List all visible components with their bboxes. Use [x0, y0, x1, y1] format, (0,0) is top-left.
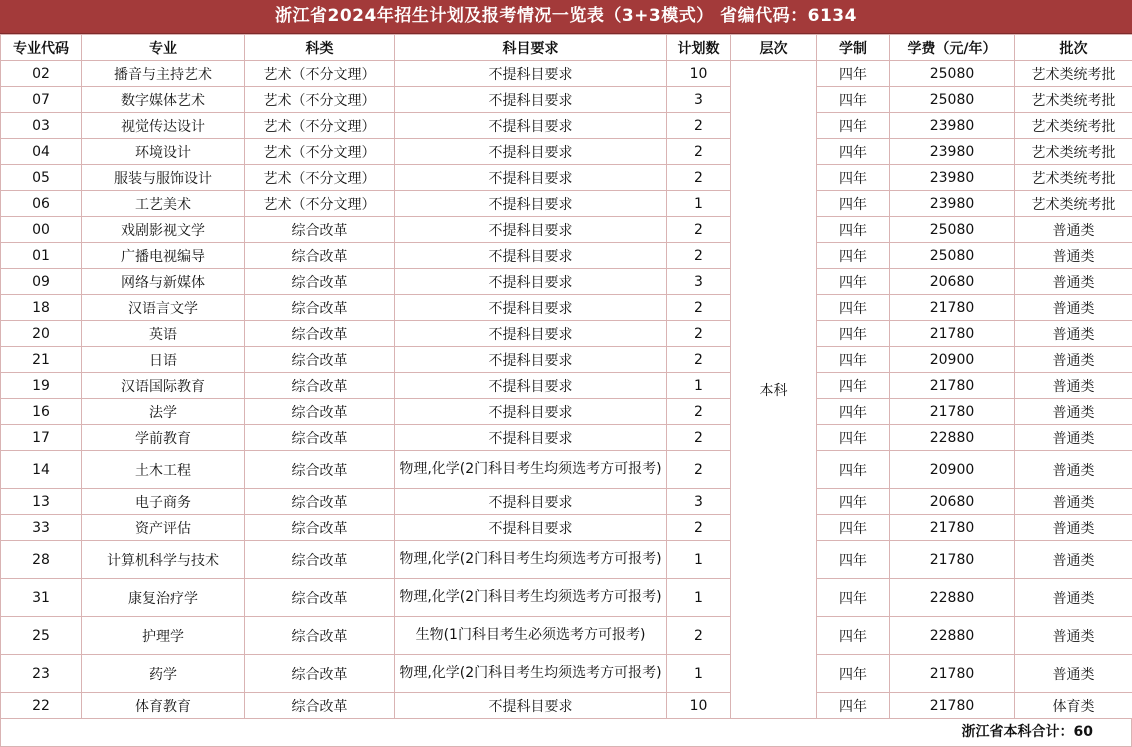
cell-major: 护理学	[82, 617, 245, 655]
cell-code: 22	[1, 693, 82, 719]
table-row	[1, 425, 1132, 451]
cell-years: 四年	[817, 617, 890, 655]
table-row	[1, 113, 1132, 139]
cell-plan: 2	[667, 321, 731, 347]
cell-major: 广播电视编导	[82, 243, 245, 269]
cell-major: 资产评估	[82, 515, 245, 541]
cell-major: 网络与新媒体	[82, 269, 245, 295]
cell-years: 四年	[817, 515, 890, 541]
cell-fee: 21780	[890, 399, 1015, 425]
cell-plan: 2	[667, 399, 731, 425]
cell-years: 四年	[817, 399, 890, 425]
cell-requirement: 不提科目要求	[395, 269, 667, 295]
cell-category: 综合改革	[245, 347, 395, 373]
cell-category: 艺术（不分文理）	[245, 165, 395, 191]
cell-plan: 2	[667, 295, 731, 321]
cell-major: 戏剧影视文学	[82, 217, 245, 243]
cell-fee: 23980	[890, 165, 1015, 191]
cell-plan: 2	[667, 243, 731, 269]
cell-category: 综合改革	[245, 541, 395, 579]
cell-plan: 2	[667, 217, 731, 243]
cell-category: 综合改革	[245, 515, 395, 541]
header-category: 科类	[245, 35, 395, 61]
cell-years: 四年	[817, 541, 890, 579]
cell-batch: 普通类	[1015, 347, 1132, 373]
table-row	[1, 451, 1132, 489]
cell-category: 艺术（不分文理）	[245, 191, 395, 217]
table-row	[1, 617, 1132, 655]
cell-plan: 2	[667, 165, 731, 191]
cell-requirement: 不提科目要求	[395, 61, 667, 87]
cell-code: 00	[1, 217, 82, 243]
table-row	[1, 165, 1132, 191]
cell-fee: 25080	[890, 61, 1015, 87]
cell-plan: 2	[667, 113, 731, 139]
cell-batch: 艺术类统考批	[1015, 191, 1132, 217]
cell-batch: 普通类	[1015, 269, 1132, 295]
table-row	[1, 489, 1132, 515]
cell-batch: 普通类	[1015, 425, 1132, 451]
cell-batch: 艺术类统考批	[1015, 113, 1132, 139]
total-count: 浙江省本科合计：60	[0, 719, 1132, 747]
cell-major: 电子商务	[82, 489, 245, 515]
cell-requirement: 不提科目要求	[395, 347, 667, 373]
cell-plan: 1	[667, 191, 731, 217]
cell-requirement: 不提科目要求	[395, 191, 667, 217]
cell-fee: 20900	[890, 347, 1015, 373]
cell-requirement: 不提科目要求	[395, 139, 667, 165]
cell-batch: 普通类	[1015, 541, 1132, 579]
table-row	[1, 139, 1132, 165]
cell-category: 艺术（不分文理）	[245, 139, 395, 165]
table-row	[1, 295, 1132, 321]
cell-plan: 10	[667, 61, 731, 87]
cell-fee: 25080	[890, 217, 1015, 243]
cell-requirement: 不提科目要求	[395, 295, 667, 321]
cell-requirement	[395, 451, 667, 489]
table-row	[1, 347, 1132, 373]
requirement-text: 物理,化学(2门科目考生均须选考方可报考)	[395, 665, 666, 682]
cell-code: 13	[1, 489, 82, 515]
cell-fee: 22880	[890, 425, 1015, 451]
cell-fee: 20680	[890, 489, 1015, 515]
cell-requirement: 不提科目要求	[395, 165, 667, 191]
cell-code: 20	[1, 321, 82, 347]
cell-category: 艺术（不分文理）	[245, 61, 395, 87]
header-code: 专业代码	[1, 35, 82, 61]
cell-category: 艺术（不分文理）	[245, 113, 395, 139]
cell-batch: 普通类	[1015, 295, 1132, 321]
cell-batch: 普通类	[1015, 243, 1132, 269]
table-row	[1, 373, 1132, 399]
cell-plan: 3	[667, 269, 731, 295]
table-row	[1, 217, 1132, 243]
cell-plan: 2	[667, 515, 731, 541]
cell-major: 服装与服饰设计	[82, 165, 245, 191]
cell-fee: 21780	[890, 655, 1015, 693]
cell-years: 四年	[817, 451, 890, 489]
cell-code: 28	[1, 541, 82, 579]
requirement-text: 物理,化学(2门科目考生均须选考方可报考)	[395, 461, 666, 478]
requirement-text: 物理,化学(2门科目考生均须选考方可报考)	[395, 551, 666, 568]
cell-major: 英语	[82, 321, 245, 347]
table-row	[1, 655, 1132, 693]
cell-fee: 21780	[890, 693, 1015, 719]
cell-plan: 1	[667, 655, 731, 693]
cell-major: 药学	[82, 655, 245, 693]
cell-fee: 21780	[890, 541, 1015, 579]
cell-requirement: 不提科目要求	[395, 515, 667, 541]
cell-code: 31	[1, 579, 82, 617]
cell-category: 综合改革	[245, 269, 395, 295]
table-row	[1, 579, 1132, 617]
table-row	[1, 243, 1132, 269]
cell-category: 综合改革	[245, 399, 395, 425]
cell-requirement: 不提科目要求	[395, 399, 667, 425]
table-row	[1, 269, 1132, 295]
cell-code: 21	[1, 347, 82, 373]
cell-plan: 1	[667, 373, 731, 399]
cell-major: 康复治疗学	[82, 579, 245, 617]
cell-plan: 2	[667, 451, 731, 489]
cell-code: 09	[1, 269, 82, 295]
cell-fee: 23980	[890, 191, 1015, 217]
cell-code: 07	[1, 87, 82, 113]
cell-requirement: 不提科目要求	[395, 87, 667, 113]
cell-fee: 21780	[890, 373, 1015, 399]
cell-fee: 20680	[890, 269, 1015, 295]
header-years: 学制	[817, 35, 890, 61]
cell-years: 四年	[817, 425, 890, 451]
cell-major: 数字媒体艺术	[82, 87, 245, 113]
cell-plan: 2	[667, 425, 731, 451]
cell-years: 四年	[817, 295, 890, 321]
cell-fee: 21780	[890, 295, 1015, 321]
cell-years: 四年	[817, 243, 890, 269]
cell-major: 汉语国际教育	[82, 373, 245, 399]
cell-category: 综合改革	[245, 321, 395, 347]
table-row	[1, 87, 1132, 113]
cell-category: 综合改革	[245, 617, 395, 655]
cell-major: 学前教育	[82, 425, 245, 451]
cell-years: 四年	[817, 165, 890, 191]
cell-category: 综合改革	[245, 655, 395, 693]
cell-years: 四年	[817, 373, 890, 399]
cell-category: 综合改革	[245, 373, 395, 399]
cell-category: 综合改革	[245, 579, 395, 617]
cell-fee: 23980	[890, 113, 1015, 139]
cell-years: 四年	[817, 655, 890, 693]
cell-requirement: 不提科目要求	[395, 113, 667, 139]
cell-batch: 普通类	[1015, 451, 1132, 489]
cell-fee: 21780	[890, 321, 1015, 347]
cell-category: 综合改革	[245, 243, 395, 269]
cell-code: 25	[1, 617, 82, 655]
header-plan: 计划数	[667, 35, 731, 61]
cell-batch: 普通类	[1015, 655, 1132, 693]
cell-major: 环境设计	[82, 139, 245, 165]
cell-batch: 艺术类统考批	[1015, 139, 1132, 165]
cell-plan: 3	[667, 87, 731, 113]
cell-years: 四年	[817, 579, 890, 617]
header-level: 层次	[731, 35, 817, 61]
cell-years: 四年	[817, 269, 890, 295]
cell-years: 四年	[817, 347, 890, 373]
cell-code: 04	[1, 139, 82, 165]
cell-code: 02	[1, 61, 82, 87]
requirement-text: 物理,化学(2门科目考生均须选考方可报考)	[395, 589, 666, 606]
cell-requirement: 不提科目要求	[395, 373, 667, 399]
cell-fee: 20900	[890, 451, 1015, 489]
table-row	[1, 191, 1132, 217]
cell-code: 18	[1, 295, 82, 321]
cell-category: 综合改革	[245, 217, 395, 243]
cell-major: 计算机科学与技术	[82, 541, 245, 579]
cell-batch: 艺术类统考批	[1015, 87, 1132, 113]
cell-code: 23	[1, 655, 82, 693]
header-major: 专业	[82, 35, 245, 61]
cell-batch: 普通类	[1015, 321, 1132, 347]
admissions-table	[0, 34, 1132, 719]
cell-category: 综合改革	[245, 295, 395, 321]
cell-years: 四年	[817, 321, 890, 347]
cell-code: 14	[1, 451, 82, 489]
table-row	[1, 693, 1132, 719]
cell-years: 四年	[817, 217, 890, 243]
cell-major: 体育教育	[82, 693, 245, 719]
cell-years: 四年	[817, 61, 890, 87]
table-row	[1, 515, 1132, 541]
table-row	[1, 61, 1132, 87]
cell-requirement	[395, 541, 667, 579]
cell-major: 日语	[82, 347, 245, 373]
cell-category: 综合改革	[245, 451, 395, 489]
cell-code: 03	[1, 113, 82, 139]
cell-plan: 2	[667, 617, 731, 655]
cell-plan: 1	[667, 579, 731, 617]
cell-requirement: 不提科目要求	[395, 217, 667, 243]
cell-plan: 3	[667, 489, 731, 515]
cell-code: 17	[1, 425, 82, 451]
cell-batch: 艺术类统考批	[1015, 61, 1132, 87]
cell-batch: 普通类	[1015, 489, 1132, 515]
table-row	[1, 399, 1132, 425]
header-requirement: 科目要求	[395, 35, 667, 61]
cell-requirement	[395, 655, 667, 693]
cell-fee: 22880	[890, 579, 1015, 617]
cell-fee: 23980	[890, 139, 1015, 165]
cell-requirement: 不提科目要求	[395, 321, 667, 347]
cell-years: 四年	[817, 87, 890, 113]
cell-category: 艺术（不分文理）	[245, 87, 395, 113]
cell-years: 四年	[817, 139, 890, 165]
cell-years: 四年	[817, 191, 890, 217]
header-fee: 学费（元/年）	[890, 35, 1015, 61]
cell-batch: 普通类	[1015, 217, 1132, 243]
cell-fee: 25080	[890, 87, 1015, 113]
cell-years: 四年	[817, 113, 890, 139]
cell-requirement	[395, 579, 667, 617]
cell-fee: 25080	[890, 243, 1015, 269]
cell-code: 06	[1, 191, 82, 217]
cell-level: 本科	[731, 61, 817, 719]
cell-requirement: 不提科目要求	[395, 489, 667, 515]
cell-fee: 22880	[890, 617, 1015, 655]
cell-major: 土木工程	[82, 451, 245, 489]
cell-major: 工艺美术	[82, 191, 245, 217]
cell-category: 综合改革	[245, 693, 395, 719]
cell-plan: 1	[667, 541, 731, 579]
table-row	[1, 321, 1132, 347]
table-body	[1, 61, 1132, 719]
cell-major: 播音与主持艺术	[82, 61, 245, 87]
cell-requirement: 不提科目要求	[395, 693, 667, 719]
cell-plan: 2	[667, 347, 731, 373]
cell-years: 四年	[817, 489, 890, 515]
cell-plan: 10	[667, 693, 731, 719]
requirement-text: 生物(1门科目考生必须选考方可报考)	[395, 627, 666, 644]
cell-years: 四年	[817, 693, 890, 719]
cell-code: 33	[1, 515, 82, 541]
cell-category: 综合改革	[245, 489, 395, 515]
cell-major: 汉语言文学	[82, 295, 245, 321]
cell-code: 01	[1, 243, 82, 269]
cell-major: 法学	[82, 399, 245, 425]
cell-code: 16	[1, 399, 82, 425]
cell-batch: 普通类	[1015, 617, 1132, 655]
header-row	[1, 35, 1132, 61]
table-row	[1, 541, 1132, 579]
cell-category: 综合改革	[245, 425, 395, 451]
cell-batch: 艺术类统考批	[1015, 165, 1132, 191]
cell-batch: 普通类	[1015, 515, 1132, 541]
cell-code: 19	[1, 373, 82, 399]
cell-requirement	[395, 617, 667, 655]
cell-code: 05	[1, 165, 82, 191]
cell-batch: 普通类	[1015, 373, 1132, 399]
cell-batch: 普通类	[1015, 399, 1132, 425]
sheet-title: 浙江省2024年招生计划及报考情况一览表（3+3模式） 省编代码：6134	[0, 0, 1132, 34]
cell-fee: 21780	[890, 515, 1015, 541]
cell-plan: 2	[667, 139, 731, 165]
header-batch: 批次	[1015, 35, 1132, 61]
cell-major: 视觉传达设计	[82, 113, 245, 139]
cell-requirement: 不提科目要求	[395, 425, 667, 451]
cell-requirement: 不提科目要求	[395, 243, 667, 269]
cell-batch: 体育类	[1015, 693, 1132, 719]
cell-batch: 普通类	[1015, 579, 1132, 617]
